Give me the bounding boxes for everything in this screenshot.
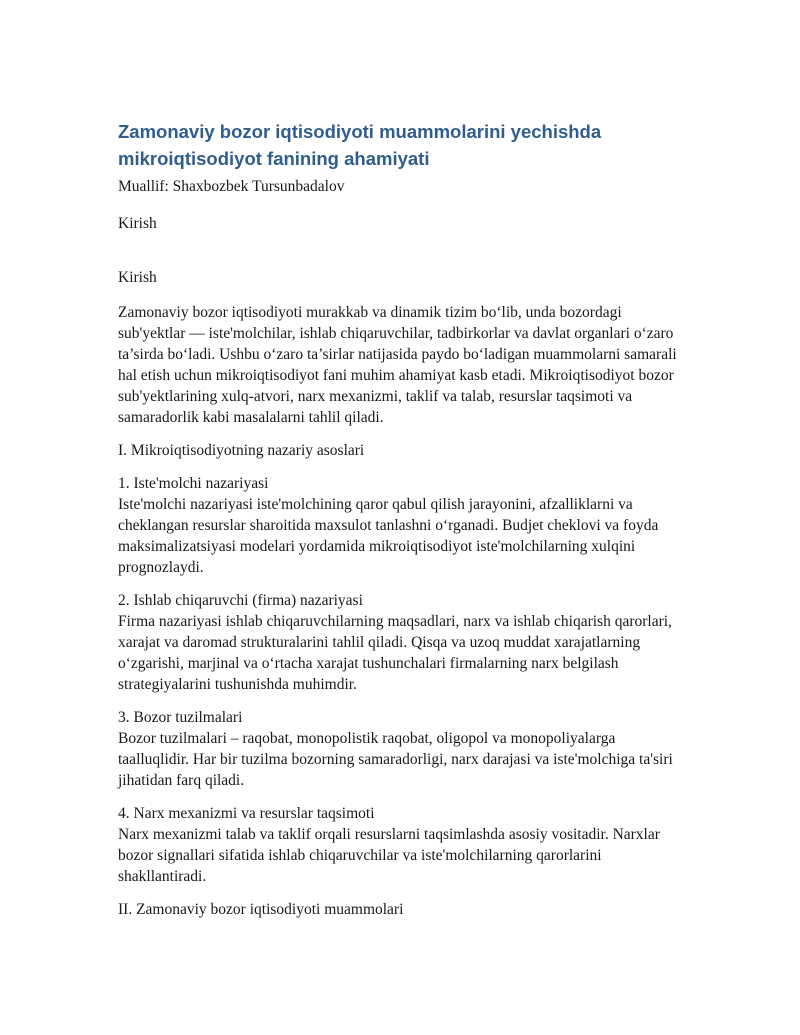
- intro-label: Kirish: [118, 215, 157, 232]
- subsection-consumer-theory: [118, 473, 688, 578]
- subsection-heading: 4. Narx mexanizmi va resurslar taqsimoti: [118, 805, 375, 822]
- document-page: [118, 118, 688, 920]
- intro-heading: Kirish: [118, 269, 157, 286]
- subsection-firm-theory: [118, 590, 688, 695]
- author-line: Muallif: Shaxbozbek Tursunbadalov: [118, 178, 345, 195]
- subsection-body: Bozor tuzilmalari – raqobat, monopolistik raqobat, oligopol va monopoliyalarga taalluqlidir. Har bir tuzilma bozorning samaradorligi, narx darajasi va iste'molchiga ta'siri jihatidan farq qiladi.: [118, 730, 673, 789]
- subsection-heading: 3. Bozor tuzilmalari: [118, 709, 243, 726]
- intro-paragraph: Zamonaviy bozor iqtisodiyoti murakkab va dinamik tizim bo‘lib, unda bozordagi sub'yektlar — iste'molchilar, ishlab chiqaruvchilar, tadbirkorlar va davlat organlari o‘zaro ta’sirda bo‘ladi. Ushbu o‘zaro ta’sirlar natijasida paydo bo‘ladigan muammolarni samarali hal etish uchun mikroiqtisodiyot fani muhim ahamiyat kasb etadi. Mikroiqtisodiyot bozor sub'yektlarining xulq-atvori, narx mexanizmi, taklif va talab, resurslar taqsimoti va samaradorlik kabi masalalarni tahlil qiladi.: [118, 304, 677, 426]
- section-heading-1: I. Mikroiqtisodiyotning nazariy asoslari: [118, 442, 365, 459]
- subsection-market-structures: [118, 707, 688, 791]
- subsection-body: Narx mexanizmi talab va taklif orqali resurslarni taqsimlashda asosiy vositadir. Narxlar bozor signallari sifatida ishlab chiqaruvchilar va iste'molchilarning qarorlarini shakllantiradi.: [118, 826, 660, 885]
- subsection-body: Firma nazariyasi ishlab chiqaruvchilarning maqsadlari, narx va ishlab chiqarish qarorlari, xarajat va daromad strukturalarini tahlil qiladi. Qisqa va uzoq muddat xarajatlarning o‘zgarishi, marjinal va o‘rtacha xarajat tushunchalari firmalarning narx belgilash strategiyalarini tushunishda muhimdir.: [118, 613, 672, 693]
- subsection-heading: 1. Iste'molchi nazariyasi: [118, 475, 269, 492]
- subsection-price-mechanism: [118, 803, 688, 887]
- subsection-heading: 2. Ishlab chiqaruvchi (firma) nazariyasi: [118, 592, 363, 609]
- section-heading-2: II. Zamonaviy bozor iqtisodiyoti muammolari: [118, 901, 404, 918]
- document-title: Zamonaviy bozor iqtisodiyoti muammolarini yechishda mikroiqtisodiyot fanining ahamiyati: [118, 121, 602, 169]
- subsection-body: Iste'molchi nazariyasi iste'molchining qaror qabul qilish jarayonini, afzalliklarni va cheklangan resurslar sharoitida maxsulot tanlashni o‘rganadi. Budjet cheklovi va foyda maksimalizatsiyasi modelari yordamida mikroiqtisodiyot iste'molchilarning xulqini prognozlaydi.: [118, 496, 659, 576]
